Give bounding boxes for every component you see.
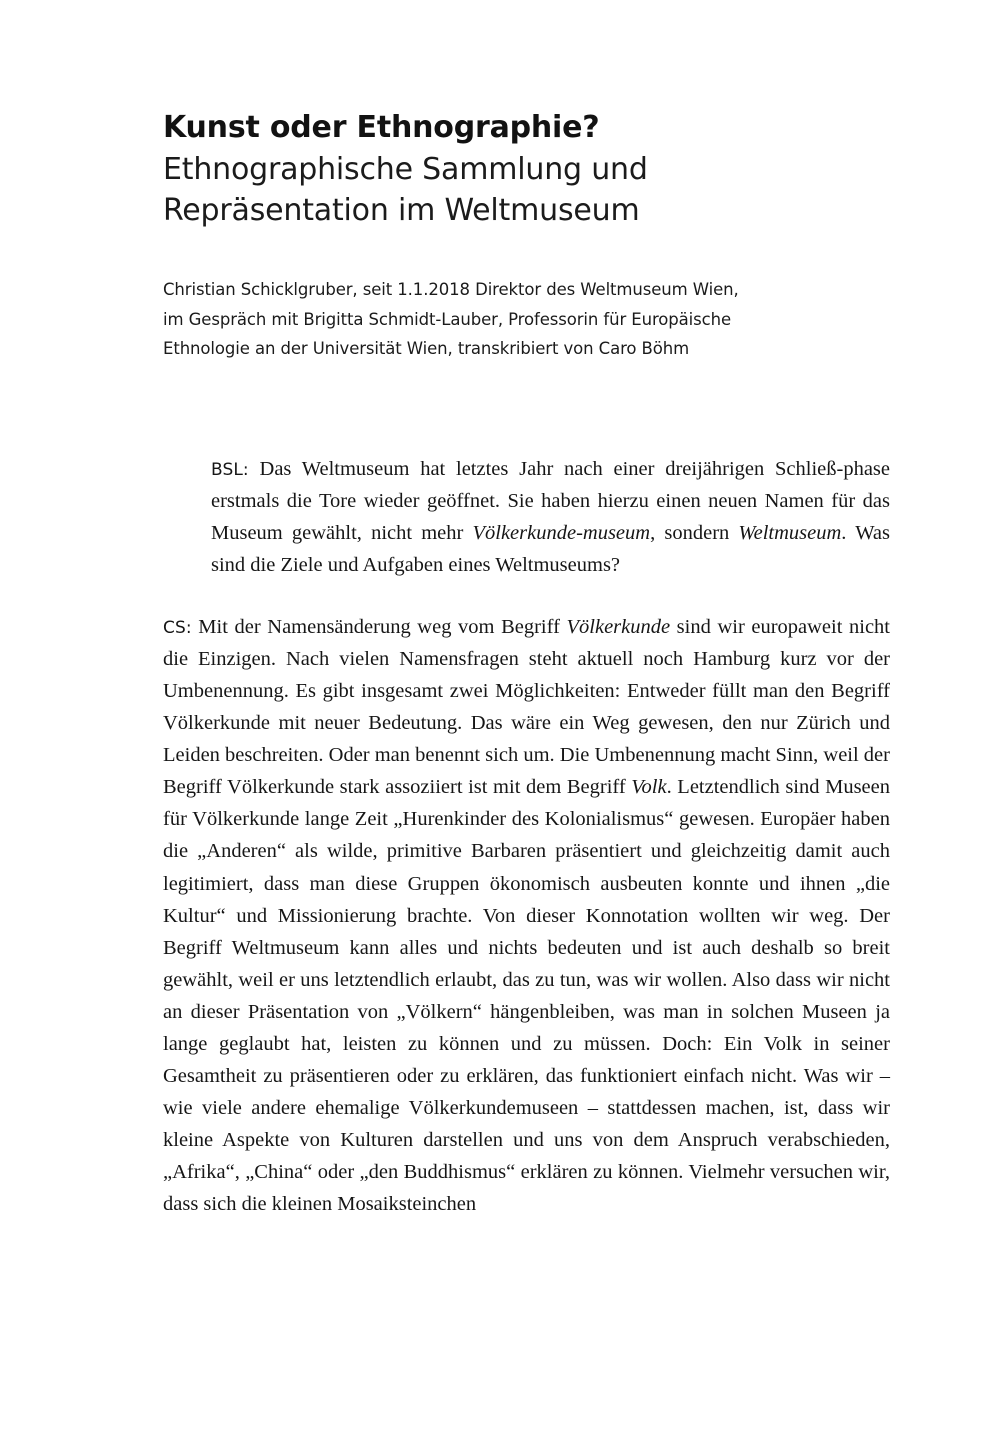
title-block (163, 108, 890, 231)
question-italic-2: Weltmuseum (738, 521, 842, 544)
question-text-1: Das Weltmuseum hat letztes Jahr nach einer dreijährigen Schließ-phase erstmals die Tore wieder geöffnet. Sie haben hierzu einen neuen Namen für das Museum gewählt, nicht mehr (211, 457, 890, 544)
byline-line-2: im Gespräch mit Brigitta Schmidt-Lauber, Professorin für Europäische (163, 309, 732, 329)
answer-speaker-label: CS: (163, 617, 192, 638)
page-subtitle-line-2: Repräsentation im Weltmuseum (163, 192, 640, 228)
answer-text-3: . Letztendlich sind Museen für Völkerkunde lange Zeit „Hurenkinder des Kolonialismus“ gewesen. Europäer haben die „Anderen“ als wilde, primitive Barbaren präsentiert und gleichzeitig damit auch legitimiert, dass man diese Gruppen ökonomisch ausbeuten konnte und ihnen „die Kultur“ und Missionierung brachte. Von dieser Konnotation wollten wir weg. Der Begriff Weltmuseum kann alles und nichts bedeuten und ist auch deshalb so breit gewählt, weil er uns letztendlich erlaubt, das zu tun, was wir wollen. Also dass wir nicht an dieser Präsentation von „Völkern“ hängenbleiben, was man in solchen Museen ja lange geglaubt hat, leisten zu können und zu müssen. Doch: Ein Volk in seiner Gesamtheit zu präsentieren oder zu erklären, das funktioniert einfach nicht. Was wir – wie viele andere ehemalige Völkerkundemuseen – stattdessen machen, ist, dass wir kleine Aspekte von Kulturen darstellen und uns von dem Anspruch verabschieden, „Afrika“, „China“ oder „den Buddhismus“ erklären zu können. Vielmehr versuchen wir, dass sich die kleinen Mosaiksteinchen (163, 776, 890, 1216)
question-text-3: . Was sind die Ziele und Aufgaben eines Weltmuseums? (211, 521, 890, 576)
answer-text-1: Mit der Namensänderung weg vom Begriff (191, 615, 567, 638)
interview-question (211, 453, 890, 581)
byline-line-1: Christian Schicklgruber, seit 1.1.2018 Direktor des Weltmuseum Wien, (163, 280, 739, 300)
page-subtitle-line-1: Ethnographische Sammlung und (163, 151, 648, 187)
question-speaker-label: BSL: (211, 459, 249, 480)
answer-text-2: sind wir europaweit nicht die Einzigen. Nach vielen Namensfragen steht aktuell noch Hamburg kurz vor der Umbenennung. Es gibt insgesamt zwei Möglichkeiten: Entweder füllt man den Begriff Völkerkunde mit neuer Bedeutung. Das wäre ein Weg gewesen, den nur Zürich und Leiden beschreiten. Oder man benennt sich um. Die Umbenennung macht Sinn, weil der Begriff Völkerkunde stark assoziiert ist mit dem Begriff (163, 615, 891, 799)
question-italic-1: Völkerkunde-museum (472, 521, 651, 544)
byline (163, 275, 890, 362)
interview-body (163, 453, 890, 1221)
question-text-2: , sondern (650, 521, 739, 544)
page-subtitle (163, 150, 890, 232)
answer-italic-2: Volk (631, 776, 667, 799)
interview-answer (163, 611, 890, 1220)
answer-italic-1: Völkerkunde (566, 615, 671, 638)
page-title: Kunst oder Ethnographie? (163, 110, 600, 145)
byline-line-3: Ethnologie an der Universität Wien, transkribiert von Caro Böhm (163, 338, 690, 358)
